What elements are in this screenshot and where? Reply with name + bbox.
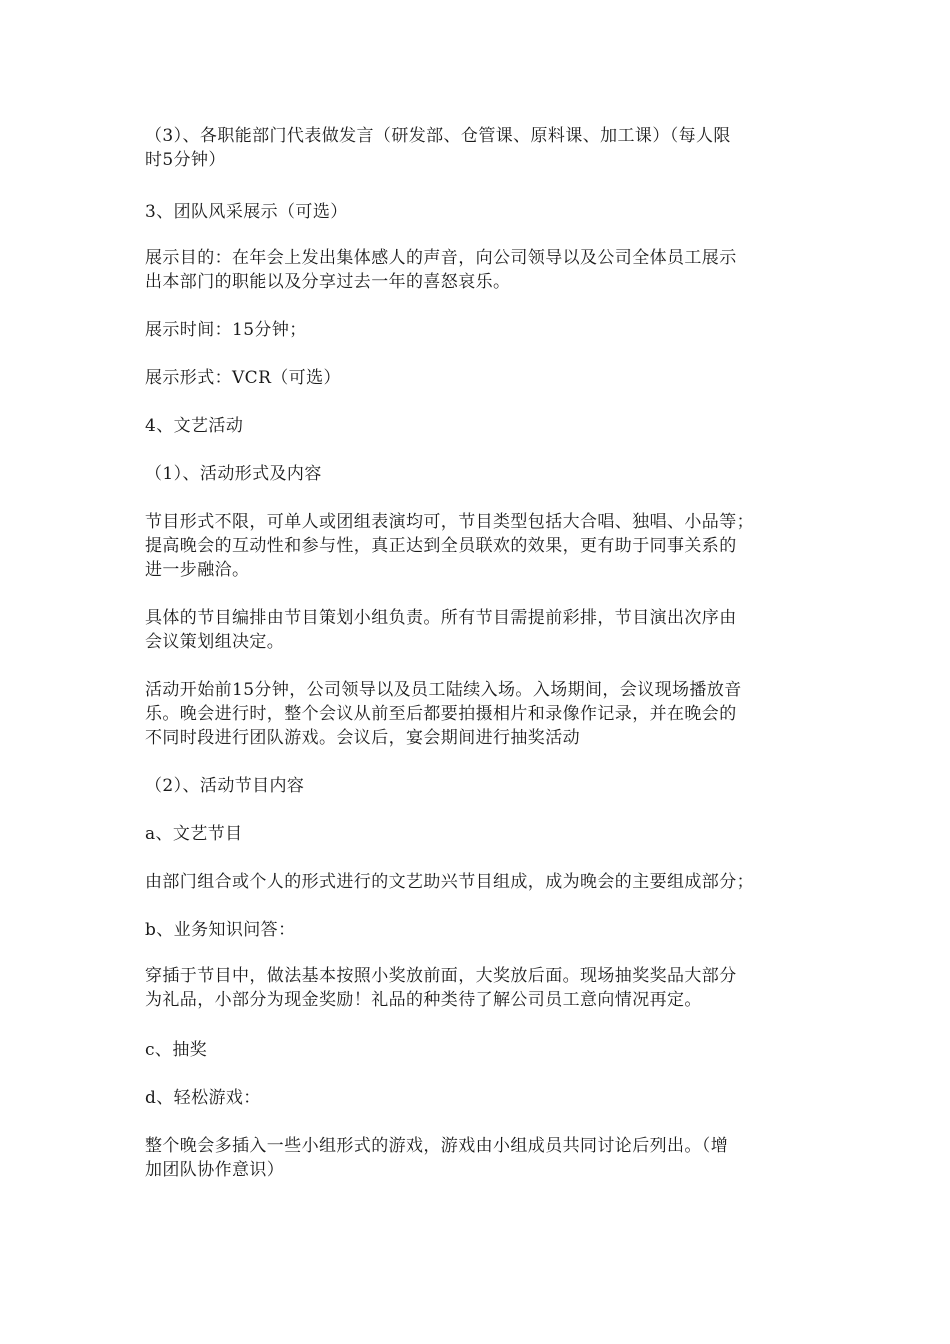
paragraph bbox=[145, 822, 810, 846]
paragraph bbox=[145, 1134, 810, 1182]
paragraph-line: 进一步融洽。 bbox=[145, 560, 250, 580]
paragraph bbox=[145, 918, 810, 942]
paragraph bbox=[145, 200, 810, 224]
paragraph bbox=[145, 774, 810, 798]
paragraph-line: 加团队协作意识） bbox=[145, 1160, 285, 1180]
paragraph-line: a、文艺节目 bbox=[145, 824, 243, 844]
paragraph bbox=[145, 318, 810, 342]
paragraph bbox=[145, 246, 810, 294]
paragraph-line: d、轻松游戏： bbox=[145, 1088, 261, 1108]
paragraph bbox=[145, 366, 810, 390]
paragraph-line: 具体的节目编排由节目策划小组负责。所有节目需提前彩排，节目演出次序由 bbox=[145, 608, 737, 628]
paragraph-line: 展示时间：15分钟； bbox=[145, 320, 307, 340]
paragraph-line: 为礼品，小部分为现金奖励！礼品的种类待了解公司员工意向情况再定。 bbox=[145, 990, 702, 1010]
paragraph-line: 展示目的：在年会上发出集体感人的声音，向公司领导以及公司全体员工展示 bbox=[145, 248, 737, 268]
paragraph-line: 提高晚会的互动性和参与性，真正达到全员联欢的效果，更有助于同事关系的 bbox=[145, 536, 737, 556]
paragraph bbox=[145, 462, 810, 486]
paragraph bbox=[145, 510, 810, 582]
paragraph-line: 3、团队风采展示（可选） bbox=[145, 202, 348, 222]
paragraph-line: 会议策划组决定。 bbox=[145, 632, 285, 652]
paragraph-line: b、业务知识问答： bbox=[145, 920, 296, 940]
paragraph bbox=[145, 678, 810, 750]
paragraph-line: 出本部门的职能以及分享过去一年的喜怒哀乐。 bbox=[145, 272, 511, 292]
paragraph-line: 活动开始前15分钟，公司领导以及员工陆续入场。入场期间，会议现场播放音 bbox=[145, 680, 742, 700]
paragraph-line: 4、文艺活动 bbox=[145, 416, 244, 436]
paragraph bbox=[145, 414, 810, 438]
paragraph-line: 不同时段进行团队游戏。会议后，宴会期间进行抽奖活动 bbox=[145, 728, 580, 748]
paragraph bbox=[145, 964, 810, 1012]
paragraph bbox=[145, 606, 810, 654]
paragraph-line: 节目形式不限，可单人或团组表演均可，节目类型包括大合唱、独唱、小品等； bbox=[145, 512, 754, 532]
paragraph-line: 穿插于节目中，做法基本按照小奖放前面，大奖放后面。现场抽奖奖品大部分 bbox=[145, 966, 737, 986]
paragraph-line: c、抽奖 bbox=[145, 1040, 208, 1060]
paragraph-line: 整个晚会多插入一些小组形式的游戏，游戏由小组成员共同讨论后列出。（增 bbox=[145, 1136, 729, 1156]
paragraph-line: （3）、各职能部门代表做发言（研发部、仓管课、原料课、加工课）（每人限 bbox=[145, 126, 731, 146]
paragraph bbox=[145, 1038, 810, 1062]
paragraph bbox=[145, 124, 810, 172]
paragraph-line: 由部门组合或个人的形式进行的文艺助兴节目组成，成为晚会的主要组成部分； bbox=[145, 872, 754, 892]
paragraph-line: （1）、活动形式及内容 bbox=[145, 464, 322, 484]
paragraph bbox=[145, 1086, 810, 1110]
paragraph-line: 时5分钟） bbox=[145, 150, 226, 170]
paragraph-line: 乐。晚会进行时，整个会议从前至后都要拍摄相片和录像作记录，并在晚会的 bbox=[145, 704, 737, 724]
paragraph-line: 展示形式：VCR（可选） bbox=[145, 368, 341, 388]
paragraph bbox=[145, 870, 810, 894]
paragraph-line: （2）、活动节目内容 bbox=[145, 776, 305, 796]
